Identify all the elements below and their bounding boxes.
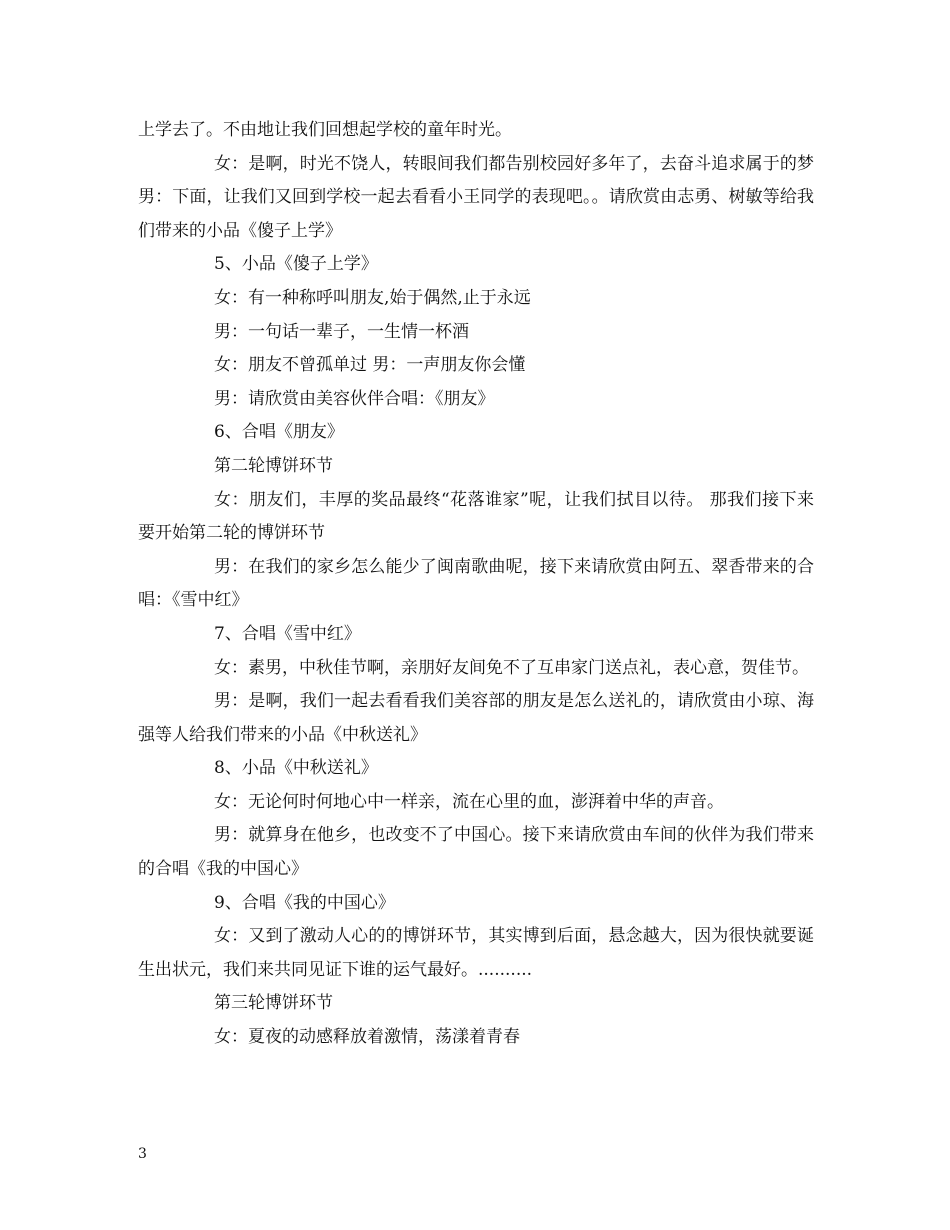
paragraph: 上学去了。不由地让我们回想起学校的童年时光。	[138, 120, 512, 140]
paragraph: 男：就算身在他乡，也改变不了中国心。接下来请欣赏由车间的伙伴为我们带来的合唱《我的中国心》	[138, 825, 814, 880]
paragraph: 女：朋友不曾孤单过 男：一声朋友你会懂	[214, 355, 526, 376]
program-item: 6、合唱《朋友》	[214, 422, 344, 443]
paragraph: 男：一句话一辈子，一生情一杯酒	[214, 321, 469, 342]
paragraph: 女：朋友们，丰厚的奖品最终“花落谁家”呢，让我们拭目以待。 那我们接下来要开始第二轮的博饼环节	[138, 489, 814, 544]
document-body	[138, 114, 814, 1055]
paragraph: 女：又到了激动人心的的博饼环节，其实博到后面，悬念越大，因为很快就要诞生出状元，我们来共同见证下谁的运气最好。..........	[138, 926, 814, 980]
paragraph: 女：是啊，时光不饶人，转眼间我们都告别校园好多年了，去奋斗追求属于的梦男：下面，让我们又回到学校一起去看看小王同学的表现吧。。请欣赏由志勇、树敏等给我们带来的小品《傻子上学》	[138, 153, 814, 241]
program-item: 9、合唱《我的中国心》	[214, 892, 395, 913]
program-item: 5、小品《傻子上学》	[214, 254, 378, 275]
section-heading: 第二轮博饼环节	[214, 455, 333, 476]
paragraph: 男：请欣赏由美容伙伴合唱：《朋友》	[214, 388, 495, 409]
paragraph: 女：无论何时何地心中一样亲，流在心里的血，澎湃着中华的声音。	[214, 791, 724, 812]
paragraph: 女：素男，中秋佳节啊，亲朋好友间免不了互串家门送点礼，表心意，贺佳节。	[214, 657, 809, 678]
program-item: 8、小品《中秋送礼》	[214, 758, 378, 779]
paragraph: 女：夏夜的动感释放着激情，荡漾着青春	[214, 1027, 520, 1048]
paragraph: 女：有一种称呼叫朋友,始于偶然,止于永远	[214, 287, 531, 308]
paragraph: 男：在我们的家乡怎么能少了闽南歌曲呢，接下来请欣赏由阿五、翠香带来的合唱：《雪中红》	[138, 556, 814, 611]
section-heading: 第三轮博饼环节	[214, 993, 333, 1014]
program-item: 7、合唱《雪中红》	[214, 623, 361, 644]
paragraph: 男：是啊，我们一起去看看我们美容部的朋友是怎么送礼的，请欣赏由小琼、海强等人给我们带来的小品《中秋送礼》	[138, 691, 814, 745]
page-number: 3	[138, 1146, 147, 1162]
